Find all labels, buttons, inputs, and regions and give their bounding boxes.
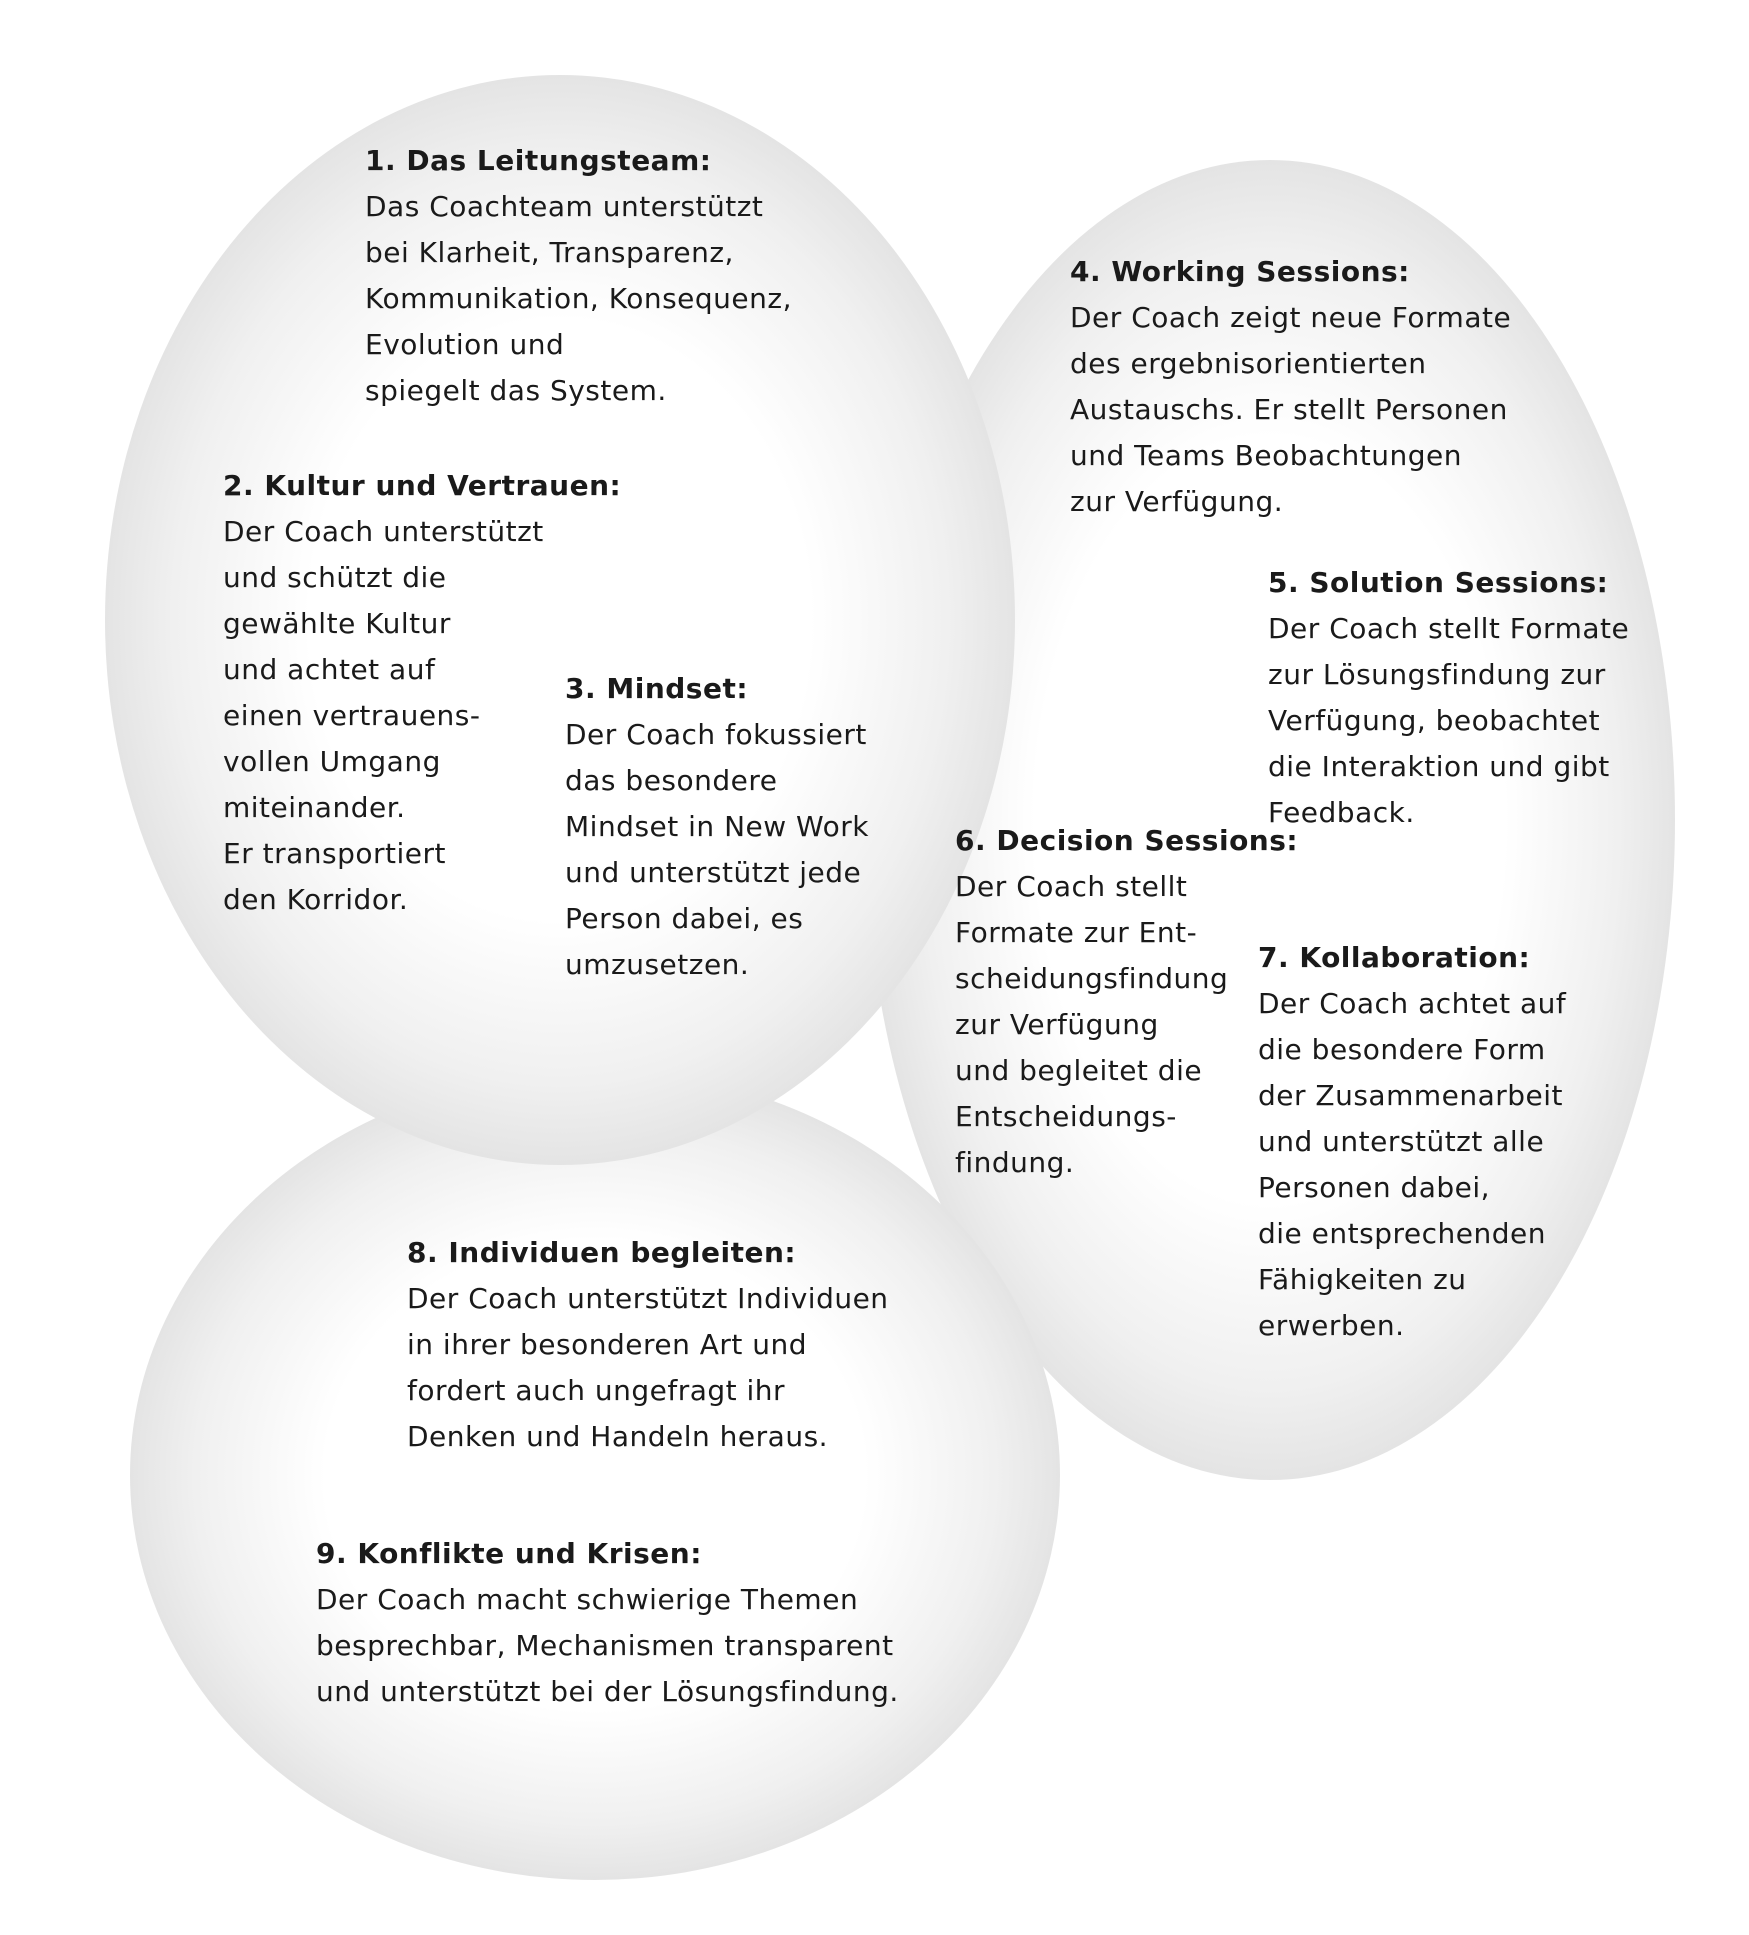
section-line: Formate zur Ent- [955, 916, 1198, 949]
section-line: Der Coach unterstützt Individuen [407, 1282, 889, 1315]
section-line: und achtet auf [223, 653, 436, 686]
section-heading: 2. Kultur und Vertrauen: [223, 469, 622, 502]
section-heading: 5. Solution Sessions: [1268, 566, 1609, 599]
section-line: miteinander. [223, 791, 406, 824]
section-leadership-team [365, 138, 792, 414]
section-heading: 1. Das Leitungsteam: [365, 144, 712, 177]
section-line: Der Coach stellt [955, 870, 1188, 903]
section-line: Der Coach macht schwierige Themen [316, 1583, 859, 1616]
section-line: erwerben. [1258, 1309, 1405, 1342]
section-line: Personen dabei, [1258, 1171, 1491, 1204]
section-line: Verfügung, beobachtet [1268, 704, 1601, 737]
section-line: Der Coach unterstützt [223, 515, 544, 548]
section-line: Der Coach achtet auf [1258, 987, 1567, 1020]
section-line: und unterstützt alle [1258, 1125, 1545, 1158]
section-line: umzusetzen. [565, 948, 750, 981]
section-line: die besondere Form [1258, 1033, 1546, 1066]
section-line: das besondere [565, 764, 778, 797]
section-line: scheidungsfindung [955, 962, 1229, 995]
section-line: und unterstützt jede [565, 856, 862, 889]
section-culture-trust [223, 463, 621, 923]
section-individuals [407, 1230, 889, 1460]
section-working-sessions [1070, 249, 1511, 525]
section-heading: 6. Decision Sessions: [955, 824, 1299, 857]
section-line: und unterstützt bei der Lösungsfindung. [316, 1675, 899, 1708]
section-line: Der Coach fokussiert [565, 718, 867, 751]
section-line: Entscheidungs- [955, 1100, 1177, 1133]
section-line: Das Coachteam unterstützt [365, 190, 764, 223]
section-line: Fähigkeiten zu [1258, 1263, 1467, 1296]
section-line: Person dabei, es [565, 902, 804, 935]
section-line: in ihrer besonderen Art und [407, 1328, 808, 1361]
section-line: und begleitet die [955, 1054, 1203, 1087]
section-line: Evolution und [365, 328, 565, 361]
bubble-individuals [130, 1070, 1060, 1880]
section-conflicts-crises [316, 1531, 899, 1715]
section-line: Denken und Handeln heraus. [407, 1420, 829, 1453]
section-line: Feedback. [1268, 796, 1415, 829]
section-line: Der Coach stellt Formate [1268, 612, 1630, 645]
section-line: zur Verfügung [955, 1008, 1159, 1041]
section-line: Mindset in New Work [565, 810, 869, 843]
section-line: bei Klarheit, Transparenz, [365, 236, 734, 269]
section-line: zur Lösungsfindung zur [1268, 658, 1606, 691]
section-collaboration [1258, 935, 1566, 1349]
section-line: und Teams Beobachtungen [1070, 439, 1463, 472]
section-line: zur Verfügung. [1070, 485, 1284, 518]
section-line: Austauschs. Er stellt Personen [1070, 393, 1508, 426]
section-line: vollen Umgang [223, 745, 441, 778]
section-heading: 8. Individuen begleiten: [407, 1236, 797, 1269]
section-line: einen vertrauens- [223, 699, 481, 732]
section-solution-sessions [1268, 560, 1629, 836]
section-heading: 4. Working Sessions: [1070, 255, 1410, 288]
section-line: spiegelt das System. [365, 374, 667, 407]
section-line: fordert auch ungefragt ihr [407, 1374, 786, 1407]
section-line: den Korridor. [223, 883, 409, 916]
section-heading: 9. Konflikte und Krisen: [316, 1537, 702, 1570]
section-line: Kommunikation, Konsequenz, [365, 282, 792, 315]
section-heading: 7. Kollaboration: [1258, 941, 1531, 974]
section-line: und schützt die [223, 561, 447, 594]
section-line: Der Coach zeigt neue Formate [1070, 301, 1512, 334]
section-line: die entsprechenden [1258, 1217, 1546, 1250]
section-line: besprechbar, Mechanismen transparent [316, 1629, 894, 1662]
section-line: die Interaktion und gibt [1268, 750, 1610, 783]
section-decision-sessions [955, 818, 1298, 1186]
section-line: findung. [955, 1146, 1075, 1179]
section-mindset [565, 666, 869, 988]
section-heading: 3. Mindset: [565, 672, 749, 705]
section-line: des ergebnisorientierten [1070, 347, 1427, 380]
section-line: Er transportiert [223, 837, 446, 870]
section-line: gewählte Kultur [223, 607, 451, 640]
section-line: der Zusammenarbeit [1258, 1079, 1564, 1112]
